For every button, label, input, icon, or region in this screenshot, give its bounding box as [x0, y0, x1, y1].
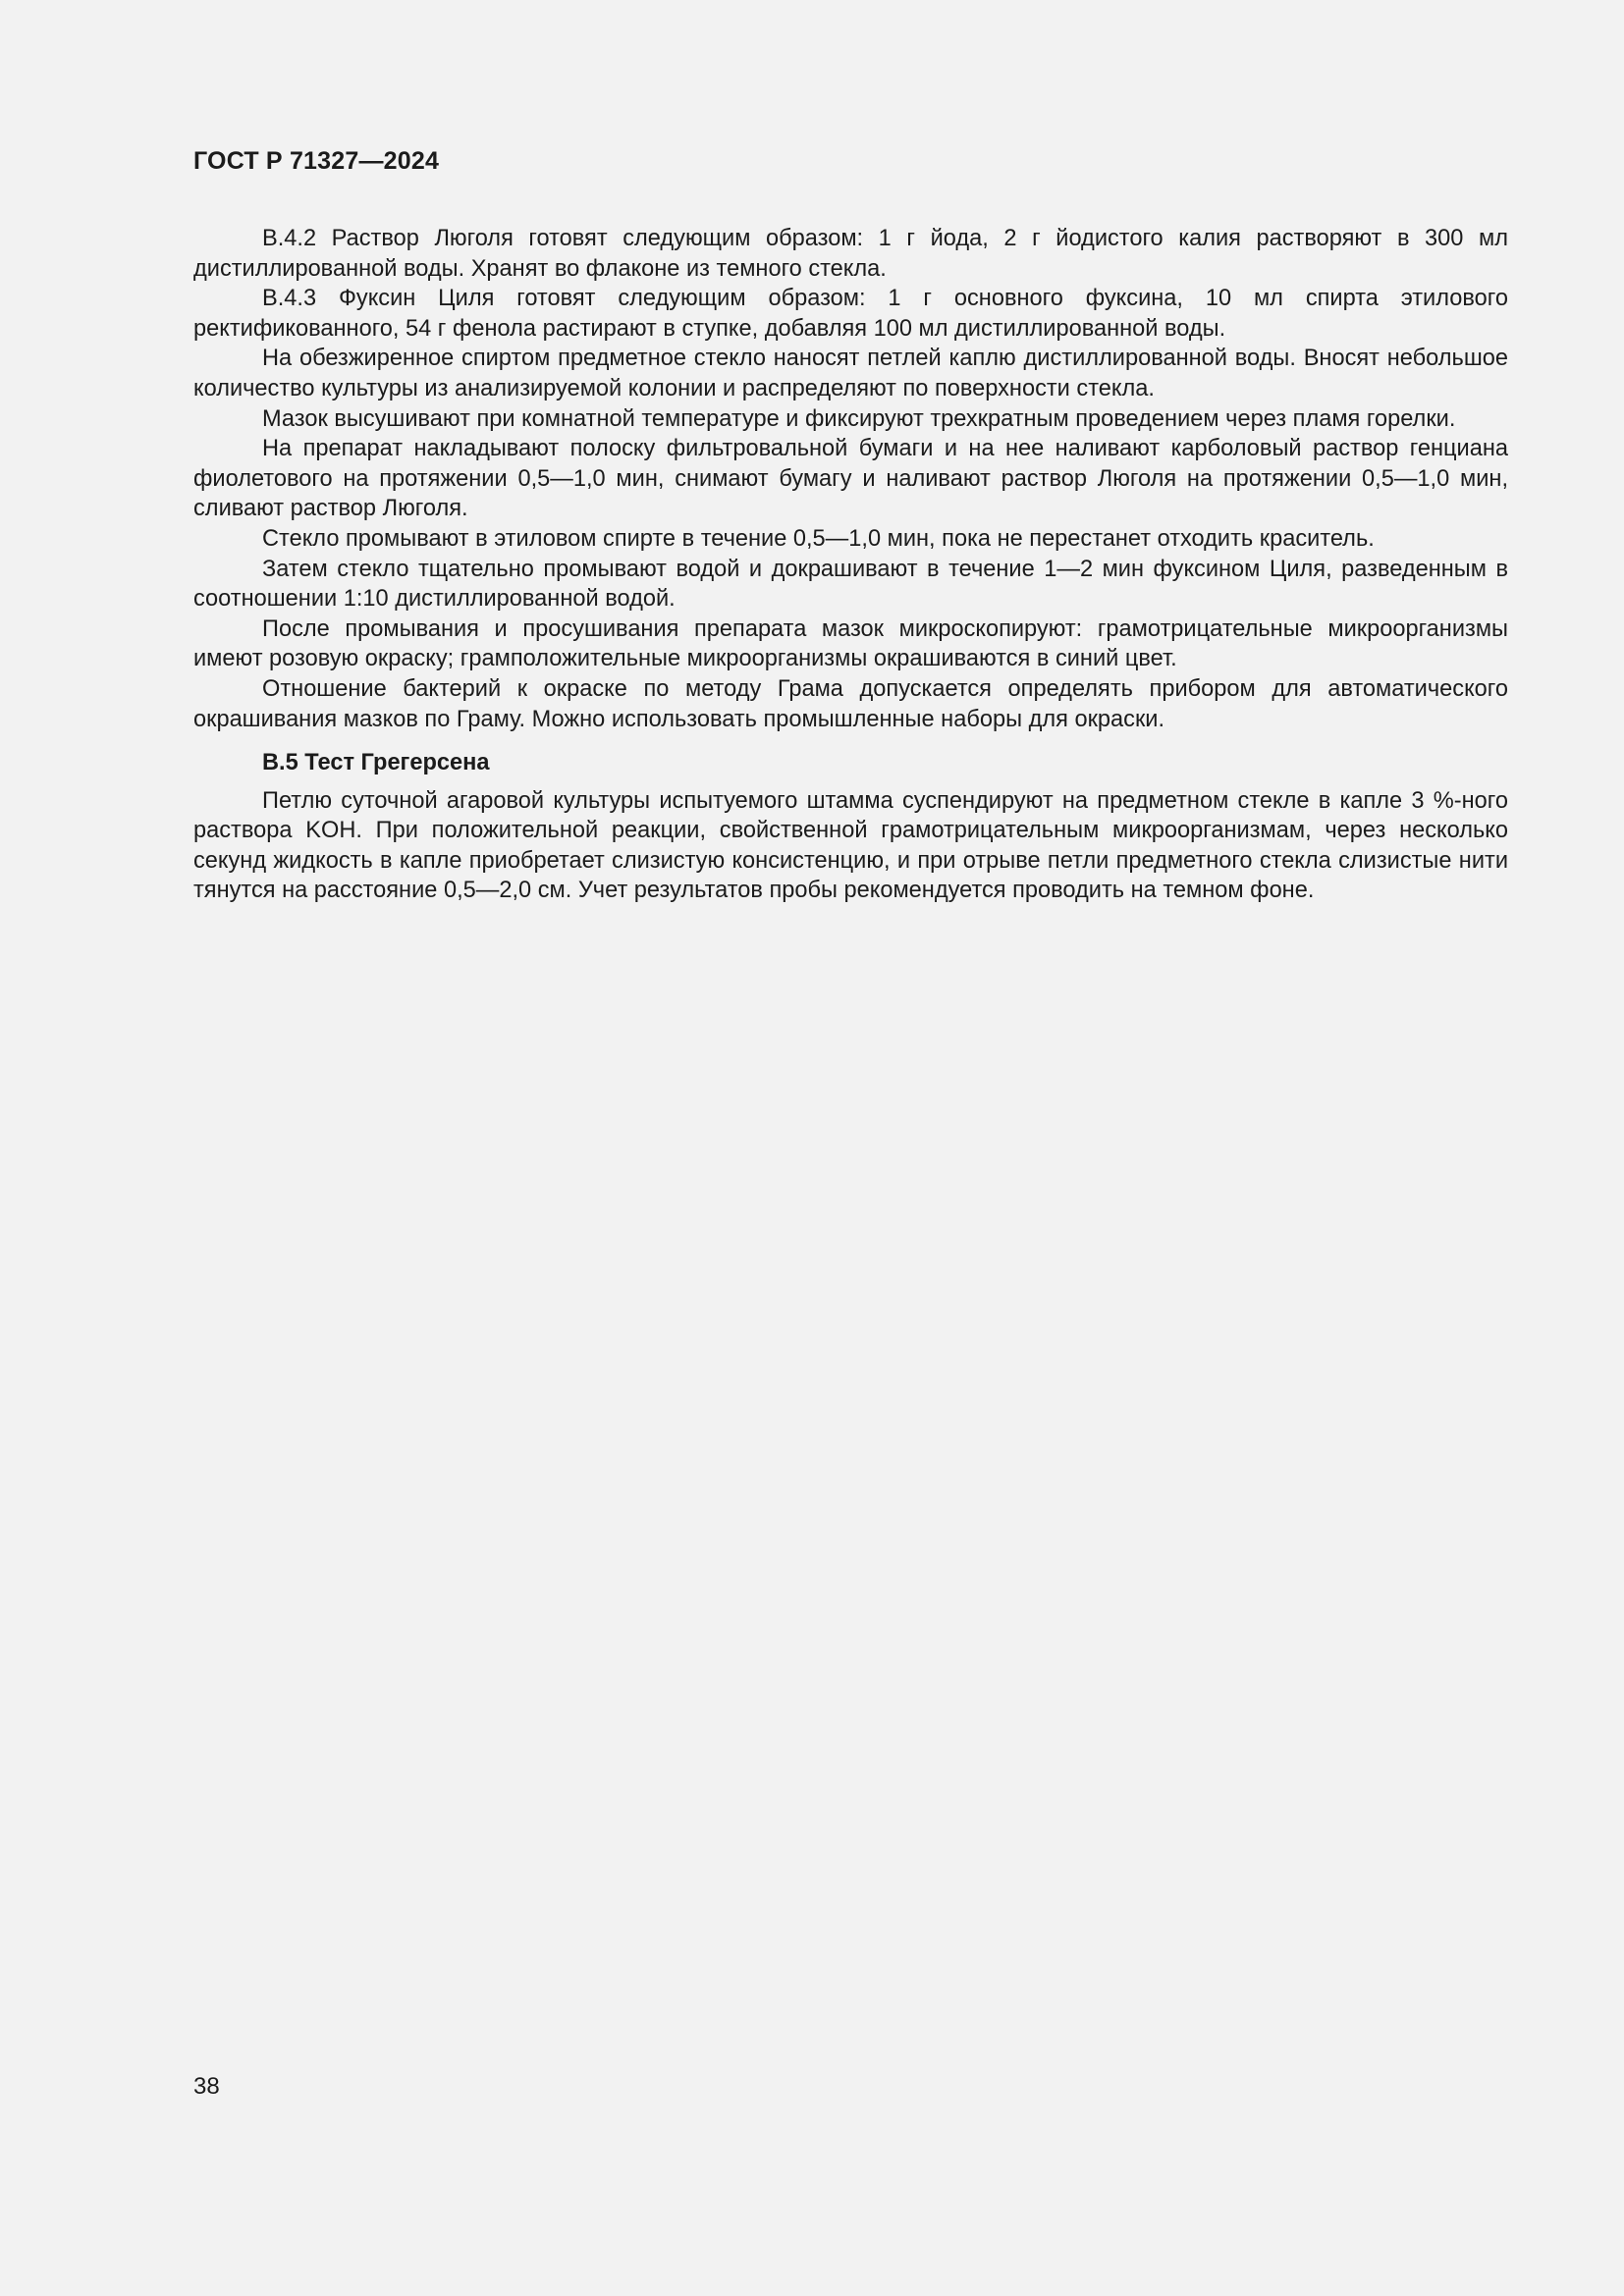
standard-header: ГОСТ Р 71327—2024	[193, 147, 440, 175]
paragraph-slide-prep: На обезжиренное спиртом предметное стекло наносят петлей каплю дистиллированной воды. Вносят небольшое количество культуры из анализируемой колонии и распределяют по поверхности стекла.	[193, 346, 1508, 401]
paragraph-counterstain: Затем стекло тщательно промывают водой и докрашивают в течение 1—2 мин фуксином Циля, разведенным в соотношении 1:10 дистиллированной водой.	[193, 556, 1508, 613]
paragraph-b42: В.4.2 Раствор Люголя готовят следующим образом: 1 г йода, 2 г йодистого калия растворяют в 300 мл дистиллированной воды. Хранят во флаконе из темного стекла.	[193, 226, 1508, 282]
paragraph-automatic-staining: Отношение бактерий к окраске по методу Грама допускается определять прибором для автоматического окрашивания мазков по Граму. Можно использовать промышленные наборы для окраски.	[193, 675, 1508, 732]
paragraph-smear-drying: Мазок высушивают при комнатной температуре и фиксируют трехкратным проведением через пламя горелки.	[262, 405, 1456, 432]
paragraph-alcohol-wash: Стекло промывают в этиловом спирте в течение 0,5—1,0 мин, пока не перестанет отходить краситель.	[262, 525, 1375, 552]
section-heading-b5: В.5 Тест Грегерсена	[262, 750, 490, 776]
document-body	[193, 224, 1508, 906]
paragraph-gregersen-test: Петлю суточной агаровой культуры испытуемого штамма суспендируют на предметном стекле в капле 3 %-ного раствора KOH. При положительной реакции, свойственной грамотрицательным микроорганизмам, через несколько секунд жидкость в капле приобретает слизистую консистенцию, и при отрыве петли предметного стекла слизистые нити тянутся на расстояние 0,5—2,0 см. Учет результатов пробы рекомендуется проводить на темном фоне.	[193, 787, 1508, 904]
paragraph-b43: В.4.3 Фуксин Циля готовят следующим образом: 1 г основного фуксина, 10 мл спирта этилового ректификованного, 54 г фенола растирают в ступке, добавляя 100 мл дистиллированной воды.	[193, 286, 1508, 342]
paragraph-staining: На препарат накладывают полоску фильтровальной бумаги и на нее наливают карболовый раствор генциана фиолетового на протяжении 0,5—1,0 мин, снимают бумагу и наливают раствор Люголя на протяжении 0,5—1,0 мин, сливают раствор Люголя.	[193, 436, 1508, 522]
paragraph-microscopy: После промывания и просушивания препарата мазок микроскопируют: грамотрицательные микроорганизмы имеют розовую окраску; грамположительные микроорганизмы окрашиваются в синий цвет.	[193, 615, 1508, 672]
page-number: 38	[193, 2073, 220, 2100]
